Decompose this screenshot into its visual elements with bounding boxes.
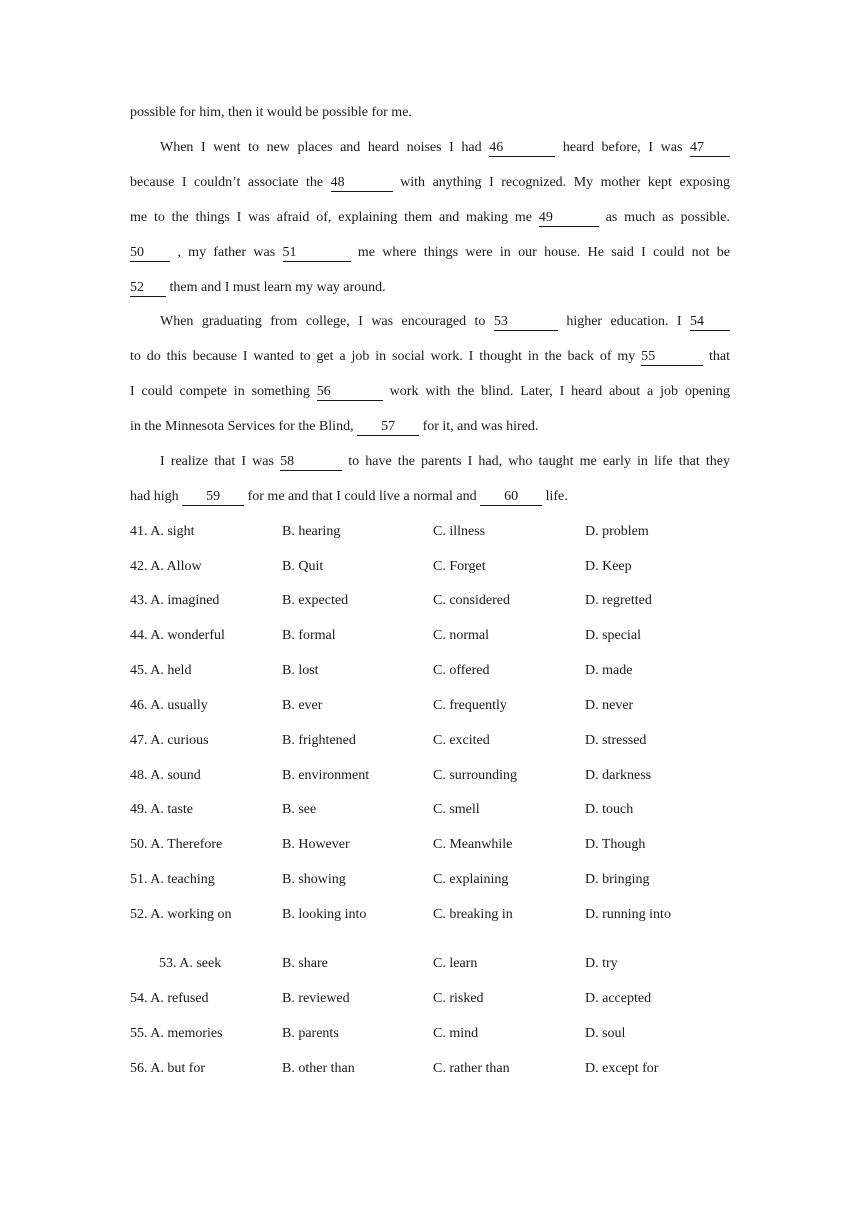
passage-line	[130, 243, 730, 263]
blank-56: 56	[317, 384, 383, 401]
option-a: 46. A. usually	[130, 698, 208, 713]
passage-text: me where things were in our house. He said I could not be	[357, 245, 731, 260]
blank-60: 60	[480, 489, 542, 506]
passage-line	[130, 487, 730, 507]
blank-54: 54	[690, 314, 730, 331]
blank-51: 51	[283, 245, 351, 262]
option-d: D. special	[585, 628, 641, 643]
option-b: B. ever	[282, 698, 323, 713]
option-d: D. regretted	[585, 593, 652, 608]
option-row	[130, 661, 730, 681]
blank-52: 52	[130, 280, 166, 297]
option-a: 44. A. wonderful	[130, 628, 225, 643]
option-a: 43. A. imagined	[130, 593, 220, 608]
option-d: D. try	[585, 956, 618, 971]
blank-47: 47	[690, 140, 730, 157]
passage-text: to have the parents I had, who taught me early in life that they	[348, 454, 731, 469]
passage-text: higher education. I	[566, 314, 682, 329]
option-c: C. rather than	[433, 1061, 510, 1076]
option-b: B. other than	[282, 1061, 355, 1076]
passage-text: life.	[545, 489, 568, 504]
passage-text: as much as possible.	[605, 210, 731, 225]
option-d: D. touch	[585, 802, 634, 817]
option-row	[130, 835, 730, 855]
option-row	[130, 696, 730, 716]
option-d: D. stressed	[585, 733, 647, 748]
option-c: C. mind	[433, 1026, 479, 1041]
option-d: D. soul	[585, 1026, 626, 1041]
passage-line	[130, 417, 730, 437]
option-a: 45. A. held	[130, 663, 192, 678]
passage-line	[130, 312, 730, 332]
option-c: C. offered	[433, 663, 490, 678]
blank-53: 53	[494, 314, 558, 331]
option-row	[130, 1024, 730, 1044]
option-c: C. normal	[433, 628, 489, 643]
option-row	[130, 557, 730, 577]
passage-line	[130, 278, 730, 298]
option-d: D. accepted	[585, 991, 652, 1006]
option-row	[130, 870, 730, 890]
option-a: 47. A. curious	[130, 733, 209, 748]
passage-line	[130, 347, 730, 367]
blank-46: 46	[489, 140, 555, 157]
passage-text: because I couldn’t associate the	[130, 175, 324, 190]
option-d: D. except for	[585, 1061, 659, 1076]
option-d: D. darkness	[585, 768, 652, 783]
option-b: B. see	[282, 802, 317, 817]
option-c: C. excited	[433, 733, 490, 748]
option-a: 49. A. taste	[130, 802, 193, 817]
option-row	[130, 905, 730, 925]
option-c: C. illness	[433, 524, 486, 539]
option-d: D. running into	[585, 907, 671, 922]
passage-text: with anything I recognized. My mother kept exposing	[400, 175, 731, 190]
option-b: B. hearing	[282, 524, 341, 539]
passage-text: for me and that I could live a normal and	[247, 489, 477, 504]
option-a: 54. A. refused	[130, 991, 209, 1006]
option-d: D. bringing	[585, 872, 650, 887]
blank-50: 50	[130, 245, 170, 262]
option-a: 50. A. Therefore	[130, 837, 223, 852]
blank-55: 55	[641, 349, 703, 366]
option-row	[130, 989, 730, 1009]
option-c: C. smell	[433, 802, 480, 817]
option-row	[130, 591, 730, 611]
option-a: 53. A. seek	[159, 956, 222, 971]
passage-line	[130, 382, 730, 402]
option-a: 48. A. sound	[130, 768, 201, 783]
option-c: C. risked	[433, 991, 484, 1006]
option-d: D. Though	[585, 837, 646, 852]
passage-line	[130, 452, 730, 472]
option-a: 42. A. Allow	[130, 559, 202, 574]
option-c: C. frequently	[433, 698, 507, 713]
passage-line	[130, 138, 730, 158]
passage-line	[130, 208, 730, 228]
option-b: B. formal	[282, 628, 336, 643]
option-row	[130, 731, 730, 751]
passage-text: in the Minnesota Services for the Blind,	[130, 419, 354, 434]
option-b: B. looking into	[282, 907, 367, 922]
option-d: D. never	[585, 698, 634, 713]
option-b: B. environment	[282, 768, 370, 783]
passage-text: When graduating from college, I was encouraged to	[160, 314, 486, 329]
option-d: D. Keep	[585, 559, 632, 574]
option-d: D. problem	[585, 524, 649, 539]
option-c: C. surrounding	[433, 768, 517, 783]
passage-text: When I went to new places and heard noises I had	[160, 140, 482, 155]
passage-text: them and I must learn my way around.	[169, 280, 386, 295]
passage-text: , my father was	[177, 245, 276, 260]
option-b: B. Quit	[282, 559, 324, 574]
option-b: B. frightened	[282, 733, 356, 748]
option-a: 56. A. but for	[130, 1061, 206, 1076]
option-b: B. share	[282, 956, 328, 971]
option-b: B. showing	[282, 872, 346, 887]
option-a: 41. A. sight	[130, 524, 195, 539]
blank-57: 57	[357, 419, 419, 436]
option-b: B. However	[282, 837, 350, 852]
option-a: 52. A. working on	[130, 907, 232, 922]
option-b: B. expected	[282, 593, 349, 608]
option-row	[130, 954, 730, 974]
option-c: C. Meanwhile	[433, 837, 513, 852]
option-c: C. explaining	[433, 872, 509, 887]
passage-text: for it, and was hired.	[422, 419, 539, 434]
passage-text: that	[709, 349, 731, 364]
passage-text: had high	[130, 489, 179, 504]
option-b: B. lost	[282, 663, 319, 678]
passage-text: possible for him, then it would be possible for me.	[130, 105, 412, 120]
passage-text: me to the things I was afraid of, explaining them and making me	[130, 210, 532, 225]
passage-text: I could compete in something	[130, 384, 310, 399]
option-c: C. breaking in	[433, 907, 513, 922]
passage-text: to do this because I wanted to get a job in social work. I thought in the back of my	[130, 349, 636, 364]
passage-text: heard before, I was	[562, 140, 683, 155]
option-a: 51. A. teaching	[130, 872, 215, 887]
option-row	[130, 800, 730, 820]
blank-59: 59	[182, 489, 244, 506]
passage-text: I realize that I was	[160, 454, 274, 469]
passage-line	[130, 173, 730, 193]
option-c: C. learn	[433, 956, 478, 971]
blank-49: 49	[539, 210, 599, 227]
blank-48: 48	[331, 175, 393, 192]
option-row	[130, 766, 730, 786]
option-c: C. considered	[433, 593, 510, 608]
option-row	[130, 626, 730, 646]
blank-58: 58	[280, 454, 342, 471]
option-d: D. made	[585, 663, 633, 678]
option-row	[130, 1059, 730, 1079]
passage-line	[130, 103, 730, 123]
option-b: B. parents	[282, 1026, 339, 1041]
passage-text: work with the blind. Later, I heard about a job opening	[389, 384, 730, 399]
option-c: C. Forget	[433, 559, 486, 574]
option-row	[130, 522, 730, 542]
option-a: 55. A. memories	[130, 1026, 223, 1041]
option-b: B. reviewed	[282, 991, 350, 1006]
